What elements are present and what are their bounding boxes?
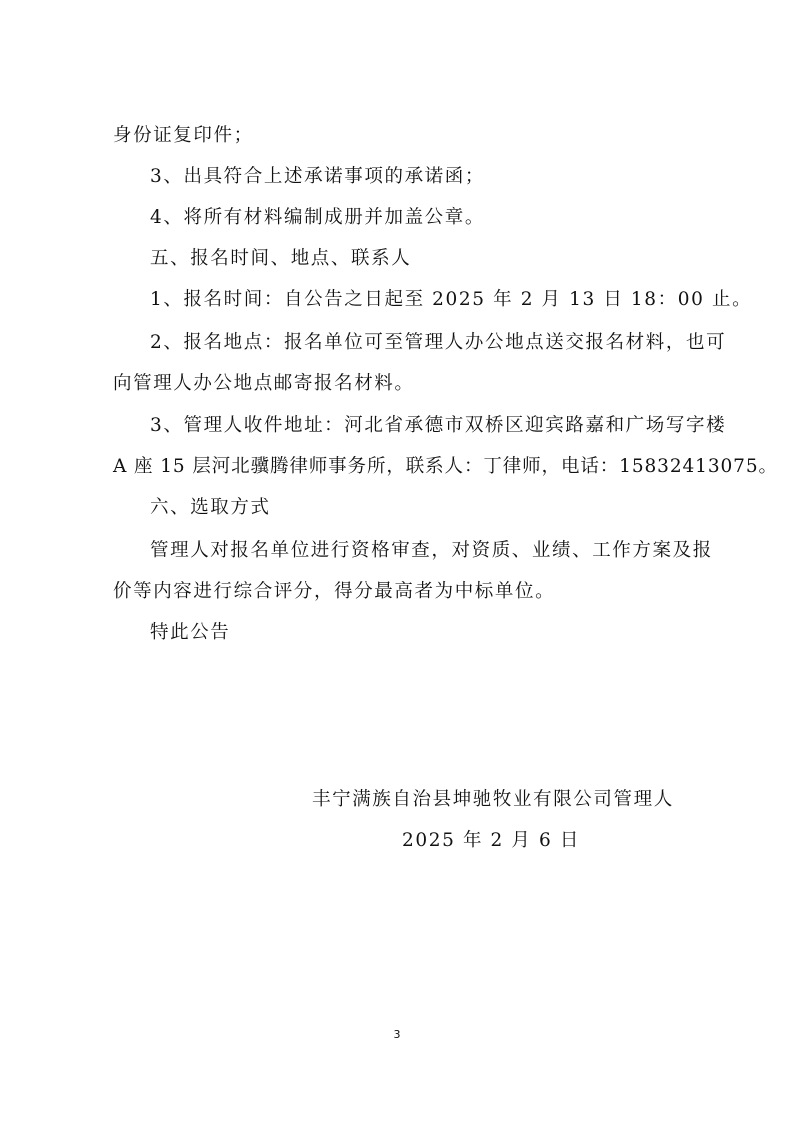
signature-date: 2025 年 2 月 6 日	[402, 830, 580, 851]
page-number: 3	[393, 1028, 401, 1041]
text-line-registration-place-1: 2、报名地点：报名单位可至管理人办公地点送交报名材料，也可	[150, 332, 727, 353]
text-line-receiving-address-1: 3、管理人收件地址：河北省承德市双桥区迎宾路嘉和广场写字楼	[150, 415, 727, 436]
text-line-registration-time: 1、报名时间：自公告之日起至 2025 年 2 月 13 日 18：00 止。	[150, 289, 753, 310]
text-line-id-copy: 身份证复印件；	[113, 125, 254, 146]
section-heading-registration: 五、报名时间、地点、联系人	[150, 248, 412, 269]
text-line-bind-materials: 4、将所有材料编制成册并加盖公章。	[150, 207, 485, 228]
text-line-receiving-address-2: A 座 15 层河北骥腾律师事务所，联系人：丁律师，电话：15832413075。	[113, 456, 778, 477]
text-line-commitment-letter: 3、出具符合上述承诺事项的承诺函；	[150, 166, 485, 187]
closing-statement: 特此公告	[150, 622, 231, 643]
signature-organization: 丰宁满族自治县坤驰牧业有限公司管理人	[312, 789, 674, 810]
section-heading-selection: 六、选取方式	[150, 497, 271, 518]
text-line-selection-2: 价等内容进行综合评分，得分最高者为中标单位。	[113, 581, 556, 602]
text-line-registration-place-2: 向管理人办公地点邮寄报名材料。	[113, 373, 415, 394]
text-line-selection-1: 管理人对报名单位进行资格审查，对资质、业绩、工作方案及报	[150, 540, 713, 561]
